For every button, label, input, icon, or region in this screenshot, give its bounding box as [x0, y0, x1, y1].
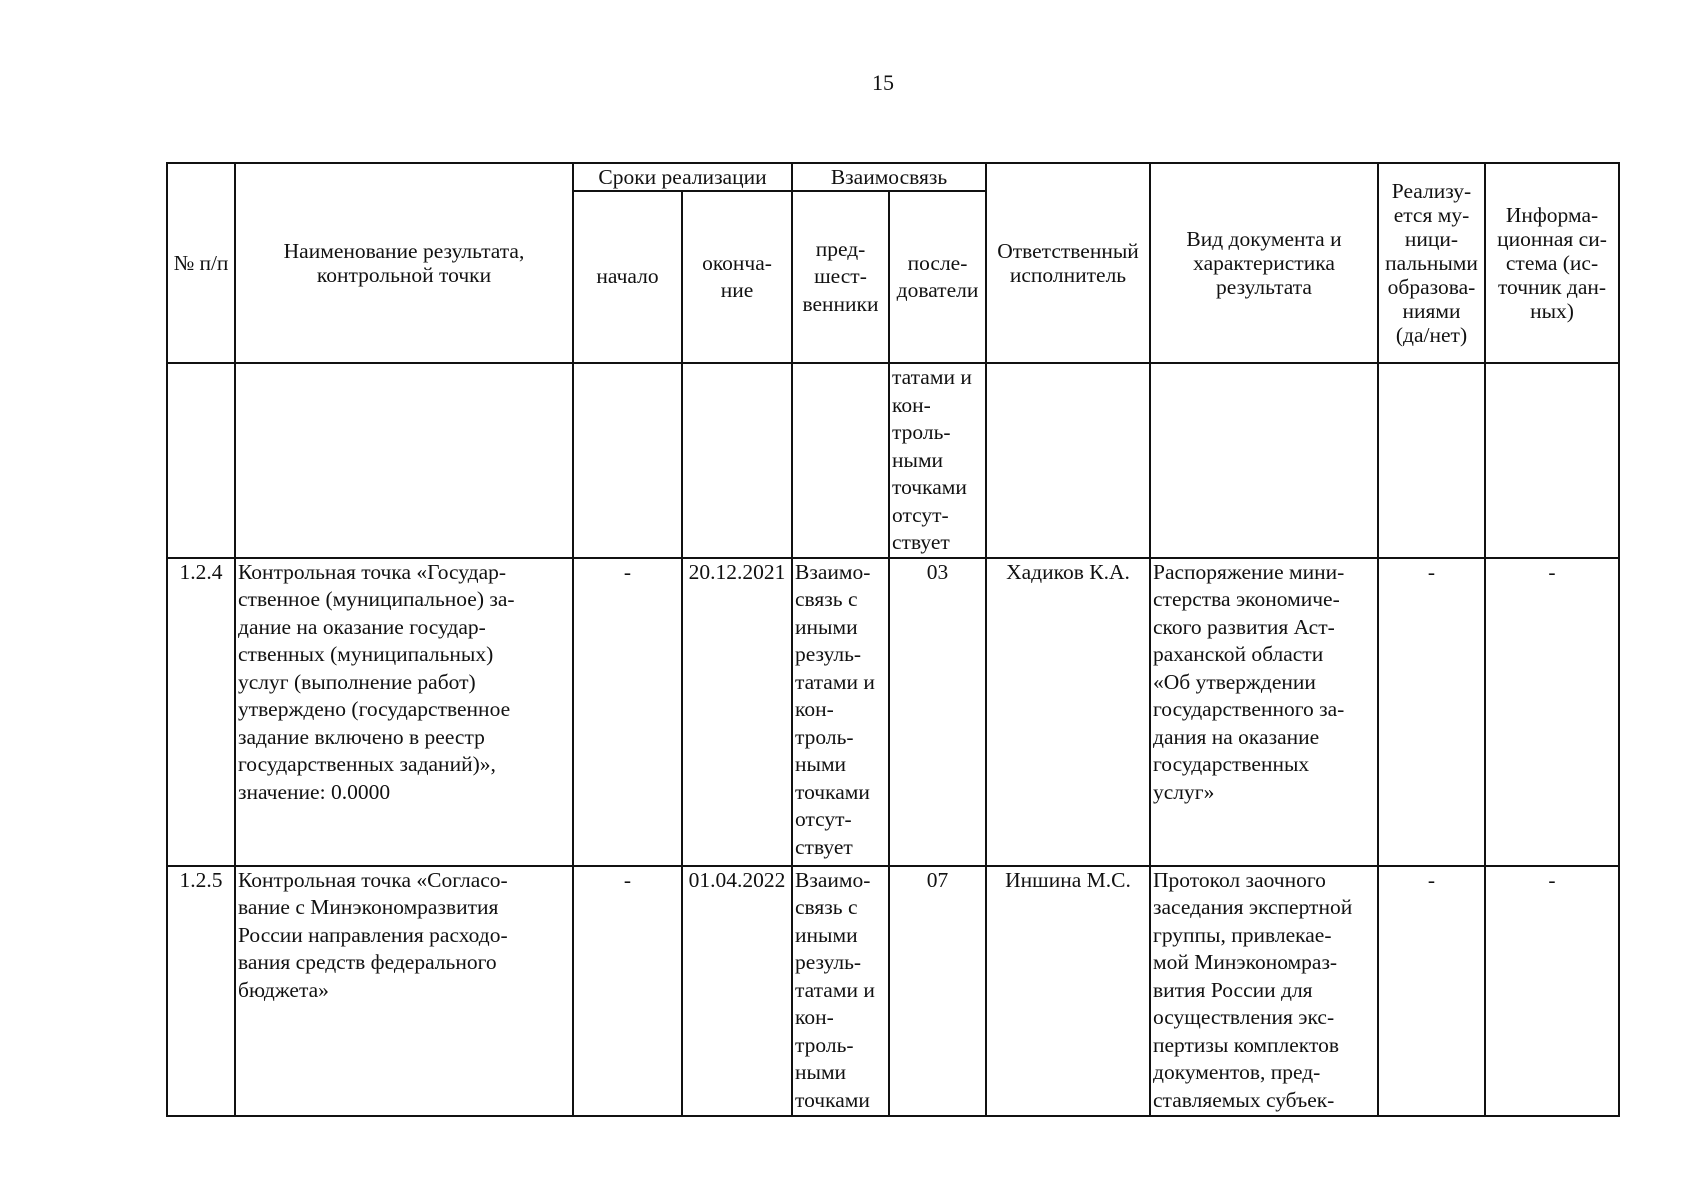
header-relation-group: Взаимосвязь: [792, 163, 986, 191]
header-end: оконча- ние: [682, 191, 792, 363]
cell-info-system: -: [1485, 558, 1619, 866]
cell-predecessors: Взаимо- связь с иными резуль- татами и кон- троль- ными точками отсут- ствует: [792, 558, 889, 866]
cell-info-system: [1485, 363, 1619, 558]
table-row: [167, 558, 1619, 866]
cell-doc-type: [1150, 363, 1378, 558]
cell-info-system: -: [1485, 866, 1619, 1116]
cell-doc-type: Распоряжение мини- стерства экономиче- ского развития Аст- раханской области «Об утверждении государственного за- дания на оказание государственных услуг»: [1150, 558, 1378, 866]
cell-doc-type: Протокол заочного заседания экспертной группы, привлекае- мой Минэкономраз- вития России для осуществления экс- пертизы комплектов документов, пред- ставляемых субъек-: [1150, 866, 1378, 1116]
header-num: № п/п: [167, 163, 235, 363]
cell-start: -: [573, 866, 682, 1116]
header-info-system: Информа- ционная си- стема (ис- точник дан- ных): [1485, 163, 1619, 363]
cell-end: 20.12.2021: [682, 558, 792, 866]
cell-responsible: Иншина М.С.: [986, 866, 1150, 1116]
header-responsible: Ответственный исполнитель: [986, 163, 1150, 363]
cell-num: 1.2.4: [167, 558, 235, 866]
cell-num: [167, 363, 235, 558]
header-name: Наименование результата, контрольной точки: [235, 163, 573, 363]
cell-predecessors: Взаимо- связь с иными резуль- татами и кон- троль- ными точками: [792, 866, 889, 1116]
table-row: [167, 866, 1619, 1116]
cell-responsible: Хадиков К.А.: [986, 558, 1150, 866]
control-points-table: [166, 162, 1620, 1117]
header-predecessors: пред- шест- венники: [792, 191, 889, 363]
page-number: 15: [872, 70, 894, 95]
header-terms-group: Сроки реализации: [573, 163, 792, 191]
cell-municipal: -: [1378, 558, 1485, 866]
cell-start: -: [573, 558, 682, 866]
cell-name: [235, 363, 573, 558]
cell-successors: татами и кон- троль- ными точками отсут- ствует: [889, 363, 986, 558]
cell-name: Контрольная точка «Согласо- вание с Минэкономразвития России направления расходо- вания средств федерального бюджета»: [235, 866, 573, 1116]
header-successors: после- дователи: [889, 191, 986, 363]
cell-successors: 07: [889, 866, 986, 1116]
header-doc-type: Вид документа и характеристика результата: [1150, 163, 1378, 363]
cell-municipal: [1378, 363, 1485, 558]
cell-start: [573, 363, 682, 558]
header-start: начало: [573, 191, 682, 363]
cell-end: [682, 363, 792, 558]
header-municipal: Реализу- ется му- ници- пальными образова- ниями (да/нет): [1378, 163, 1485, 363]
cell-end: 01.04.2022: [682, 866, 792, 1116]
table-row: [167, 363, 1619, 558]
cell-name: Контрольная точка «Государ- ственное (муниципальное) за- дание на оказание государ- ственных (муниципальных) услуг (выполнение работ) утверждено (государственное задание включено в реестр государственных заданий)», значение: 0.0000: [235, 558, 573, 866]
cell-successors: 03: [889, 558, 986, 866]
cell-responsible: [986, 363, 1150, 558]
cell-num: 1.2.5: [167, 866, 235, 1116]
cell-municipal: -: [1378, 866, 1485, 1116]
cell-predecessors: [792, 363, 889, 558]
header-row-top: [167, 163, 1619, 191]
